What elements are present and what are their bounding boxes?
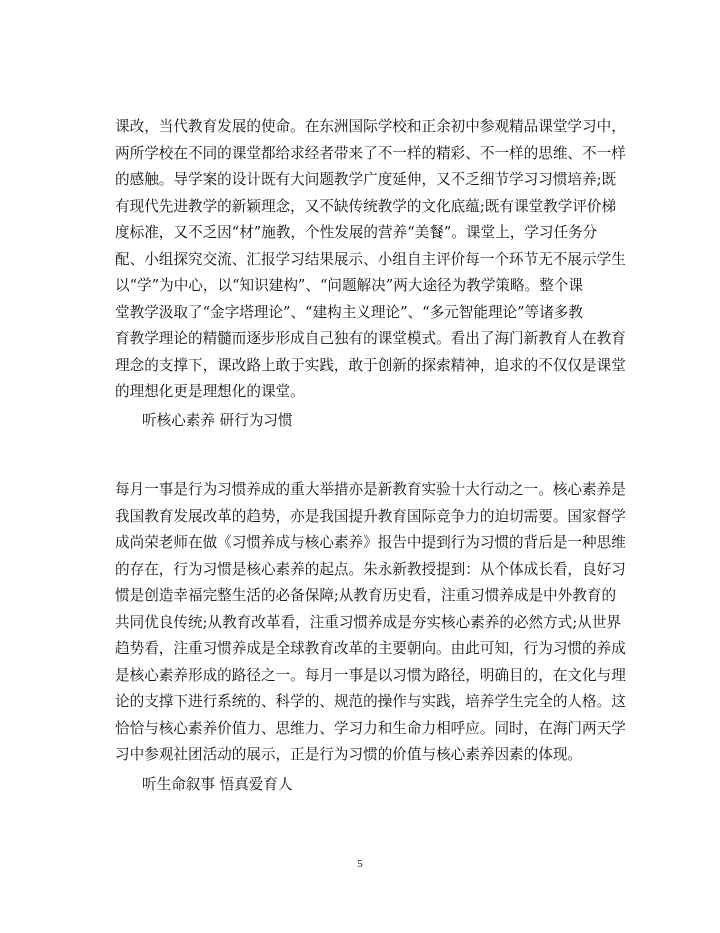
text-line: 共同优良传统;从教育改革看，注重习惯养成是夯实核心素养的必然方式;从世界	[115, 613, 622, 631]
text-line: 是核心素养形成的路径之一。每月一事是以习惯为路径，明确目的，在文化与理	[115, 666, 626, 684]
text-line: 恰恰与核心素养价值力、思维力、学习力和生命力相呼应。同时，在海门两天学	[115, 719, 626, 737]
text-line: 成尚荣老师在做《习惯养成与核心素养》报告中提到行为习惯的背后是一种思维	[115, 534, 626, 551]
text-line: 趋势看，注重习惯养成是全球教育改革的主要朝向。由此可知，行为习惯的养成	[115, 640, 626, 657]
text-line: 的理想化更是理想化的课堂。	[115, 383, 305, 400]
text-line: 我国教育发展改革的趋势，亦是我国提升教育国际竞争力的迫切需要。国家督学	[115, 507, 626, 525]
text-line: 的感触。导学案的设计既有大问题教学广度延伸，又不乏细节学习习惯培养;既	[115, 171, 617, 188]
text-line: 论的支撑下进行系统的、科学的、规范的操作与实践，培养学生完全的人格。这	[115, 693, 626, 710]
section-heading-core-literacy: 听核心素养 研行为习惯	[142, 412, 293, 429]
text-line: 堂教学汲取了“金字塔理论”、“建构主义理论”、“多元智能理论”等诸多教	[115, 303, 583, 321]
text-line: 以“学”为中心，以“知识建构”、“问题解决”两大途径为教学策略。整个课	[115, 277, 583, 294]
text-line: 度标准，又不乏因“材”施教，个性发展的营养“美餐”。课堂上，学习任务分	[115, 224, 598, 241]
text-line: 两所学校在不同的课堂都给求经者带来了不一样的精彩、不一样的思维、不一样	[115, 144, 626, 162]
text-line: 惯是创造幸福完整生活的必备保障;从教育历史看，注重习惯养成是中外教育的	[115, 587, 617, 604]
text-line: 配、小组探究交流、汇报学习结果展示、小组自主评价每一个环节无不展示学生	[115, 250, 626, 268]
text-line: 有现代先进教学的新颖理念，又不缺传统教学的文化底蕴;既有课堂教学评价梯	[115, 197, 617, 215]
paragraph-curriculum-reform	[115, 114, 626, 406]
text-line: 习中参观社团活动的展示，正是行为习惯的价值与核心素养因素的体现。	[115, 746, 583, 763]
section-heading-life-narrative: 听生命叙事 悟真爱育人	[142, 776, 293, 793]
text-line: 的存在，行为习惯是核心素养的起点。朱永新教授提到：从个体成长看，良好习	[115, 560, 626, 578]
paragraph-behavior-habits	[115, 477, 626, 769]
text-line: 育教学理论的精髓而逐步形成自己独有的课堂模式。看出了海门新教育人在教育	[115, 330, 626, 347]
text-line: 每月一事是行为习惯养成的重大举措亦是新教育实验十大行动之一。核心素养是	[115, 481, 626, 498]
page-number: 5	[357, 858, 363, 870]
text-line: 课改，当代教育发展的使命。在东洲国际学校和正余初中参观精品课堂学习中，	[115, 118, 626, 135]
text-line: 理念的支撑下，课改路上敢于实践，敢于创新的探索精神，追求的不仅仅是课堂	[115, 356, 626, 374]
